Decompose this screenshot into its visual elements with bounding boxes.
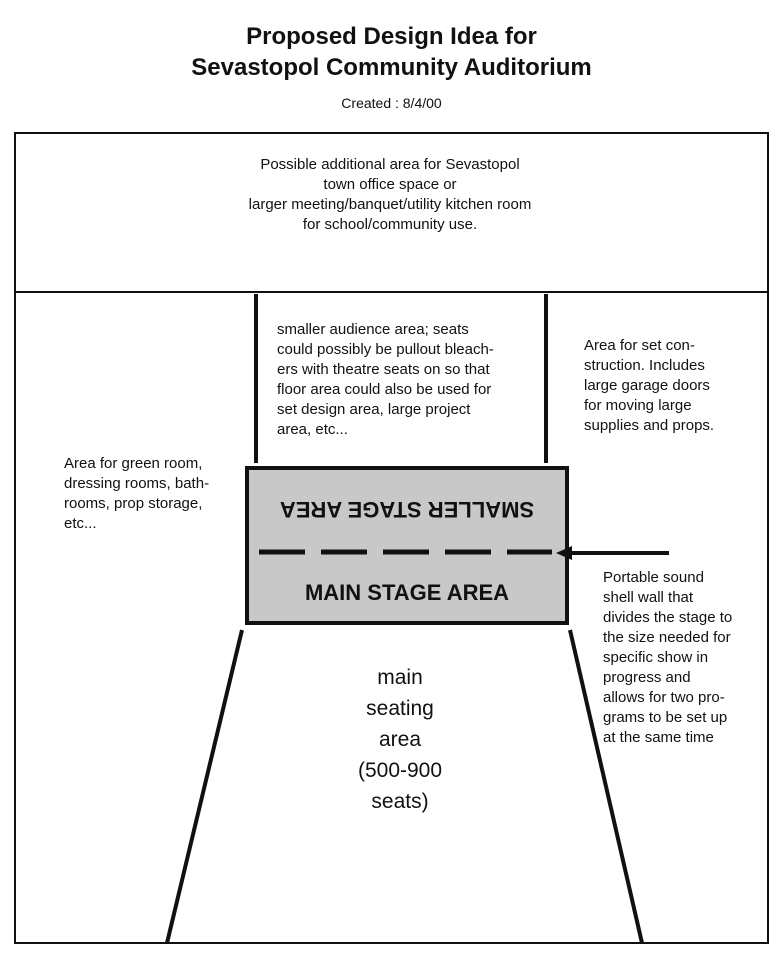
main-seating-label: main seating area (500-900 seats) [357, 666, 443, 813]
title-line-1: Proposed Design Idea for [246, 23, 537, 50]
office-area-note: Possible additional area for Sevastopol town office space or larger meeting/banquet/utility kitchen room for school/community use. [248, 156, 532, 233]
main-stage-label: MAIN STAGE AREA [304, 580, 510, 605]
seating-left-wall [167, 630, 242, 943]
set-construction-note: Area for set con- struction. Includes large garage doors for moving large supplies and props. [584, 337, 715, 434]
created-date: Created : 8/4/00 [341, 95, 442, 111]
title-line-2: Sevastopol Community Auditorium [191, 54, 592, 81]
smaller-audience-note: smaller audience area; seats could possibly be pullout bleach- ers with theatre seats on so that floor area could also be used for set design area, large project area, etc... [277, 321, 494, 438]
smaller-stage-label: SMALLER STAGE AREA [279, 497, 535, 522]
sound-shell-note: Portable sound shell wall that divides the stage to the size needed for specific show in progress and allows for two pro- grams to be set up at the same time [603, 569, 733, 746]
green-room-note: Area for green room, dressing rooms, bath- rooms, prop storage, etc... [64, 455, 210, 532]
